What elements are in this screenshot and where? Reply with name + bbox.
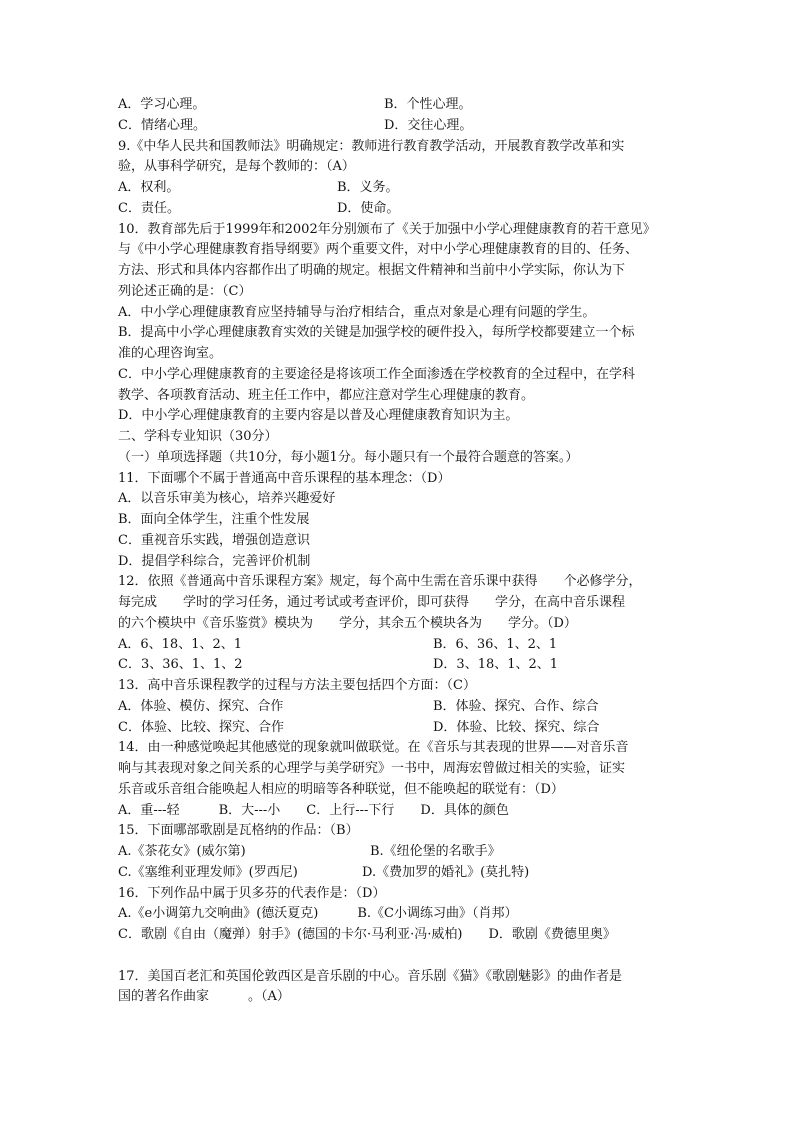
option-right: D．使命。 [337, 200, 400, 216]
option-left: A.《茶花女》(威尔第) [118, 844, 246, 859]
text-line: B．面向全体学生，注重个性发展 [118, 512, 310, 527]
option-left: C．责任。 [118, 200, 180, 216]
option-left: A．学习心理。 [118, 97, 206, 112]
text-line: C．中小学心理健康教育的主要途径是将该项工作全面渗透在学校教育的全过程中，在学科 [118, 366, 635, 382]
option-right: B．6、36、1、2、1 [433, 636, 558, 652]
text-line: （一）单项选择题（共10分，每小题1分。每小题只有一个最符合题意的答案。） [118, 449, 579, 465]
text-line: C．重视音乐实践，增强创造意识 [118, 532, 310, 548]
text-line: 12．依照《普通高中音乐课程方案》规定，每个高中生需在音乐课中获得 个必修学分， [118, 574, 642, 590]
text-line: D．中小学心理健康教育的主要内容是以普及心理健康教育知识为主。 [118, 408, 519, 424]
option-right: B．体验、探究、合作、综合 [433, 698, 599, 714]
option-left: C.《塞维利亚理发师》(罗西尼) [118, 864, 298, 880]
text-line: 15．下面哪部歌剧是瓦格纳的作品：（B） [118, 823, 359, 839]
text-line: 二、学科专业知识（30分） [118, 429, 278, 444]
option-right: D．交往心理。 [384, 117, 473, 133]
text-line: D．提倡学科综合，完善评价机制 [118, 553, 311, 569]
text-line: 响与其表现对象之间关系的心理学与美学研究》一书中，周海宏曾做过相关的实验，证实 [118, 761, 626, 776]
text-line: 9.《中华人民共和国教师法》明确规定：教师进行教育教学活动，开展教育教学改革和实 [118, 138, 625, 154]
option-right: D.《费加罗的婚礼》(莫扎特) [362, 864, 530, 880]
text-line: 准的心理咨询室。 [118, 346, 223, 361]
text-line: 教学、各项教育活动、班主任工作中，都应注意对学生心理健康的教育。 [118, 387, 535, 403]
text-line: A．以音乐审美为核心，培养兴趣爱好 [118, 491, 336, 507]
option-right: B．义务。 [337, 180, 399, 195]
text-line: A．重---轻 B．大---小 C．上行---下行 D．具体的颜色 [118, 802, 509, 818]
option-left: C．3、36、1、1、2 [118, 657, 243, 673]
option-right: B．个性心理。 [384, 97, 472, 112]
text-line: 17．美国百老汇和英国伦敦西区是音乐剧的中心。音乐剧《猫》《歌剧魅影》的曲作者是 [118, 968, 623, 984]
option-left: A．体验、模仿、探究、合作 [118, 698, 284, 714]
option-left: C．情绪心理。 [118, 117, 206, 133]
text-line: 乐音或乐音组合能唤起人相应的明暗等各种联觉，但不能唤起的联觉有：（D） [118, 781, 564, 797]
text-line: A.《e小调第九交响曲》(德沃夏克) B.《C小调练习曲》（肖邦） [118, 906, 518, 922]
text-line: 与《中小学心理健康教育指导纲要》两个重要文件，对中小学心理健康教育的目的、任务、 [118, 242, 639, 258]
option-left: C．体验、比较、探究、合作 [118, 719, 284, 735]
text-line: 国的著名作曲家 。（A） [118, 989, 290, 1005]
text-line: B．提高中小学心理健康教育实效的关键是加强学校的硬件投入，每所学校都要建立一个标 [118, 325, 635, 341]
text-line: 列论述正确的是：（C） [118, 283, 252, 299]
text-line: 的六个模块中《音乐鉴赏》模块为 学分，其余五个模块各为 学分。（D） [118, 615, 577, 631]
text-line: A．中小学心理健康教育应坚持辅导与治疗相结合，重点对象是心理有问题的学生。 [118, 304, 596, 320]
text-line: 14．由一种感觉唤起其他感觉的现象就叫做联觉。在《音乐与其表现的世界——对音乐音 [118, 740, 629, 756]
text-line: 每完成 学时的学习任务，通过考试或考查评价，即可获得 学分，在高中音乐课程 [118, 595, 626, 610]
option-right: D．3、18、1、2、1 [433, 657, 559, 673]
text-line: 16．下列作品中属于贝多芬的代表作是：（D） [118, 885, 386, 901]
text-line: 验，从事科学研究，是每个教师的：（A） [118, 159, 355, 175]
option-left: A．6、18、1、2、1 [118, 636, 243, 652]
text-line: 13．高中音乐课程教学的过程与方法主要包括四个方面：（C） [118, 678, 476, 693]
text-line: 10．教育部先后于1999年和2002年分别颁布了《关于加强中小学心理健康教育的若干意见》 [118, 221, 656, 237]
text-line: C．歌剧《自由（魔弹）射手》(德国的卡尔·马利亚·冯·威柏) D．歌剧《费德里奥》 [118, 927, 616, 942]
option-right: B.《纽伦堡的名歌手》 [370, 844, 501, 859]
option-right: D．体验、比较、探究、综合 [433, 719, 600, 735]
text-line: 11．下面哪个不属于普通高中音乐课程的基本理念：（D） [118, 470, 451, 486]
option-left: A．权利。 [118, 180, 180, 195]
text-line: 方法、形式和具体内容都作出了明确的规定。根据文件精神和当前中小学实际，你认为下 [118, 263, 626, 278]
